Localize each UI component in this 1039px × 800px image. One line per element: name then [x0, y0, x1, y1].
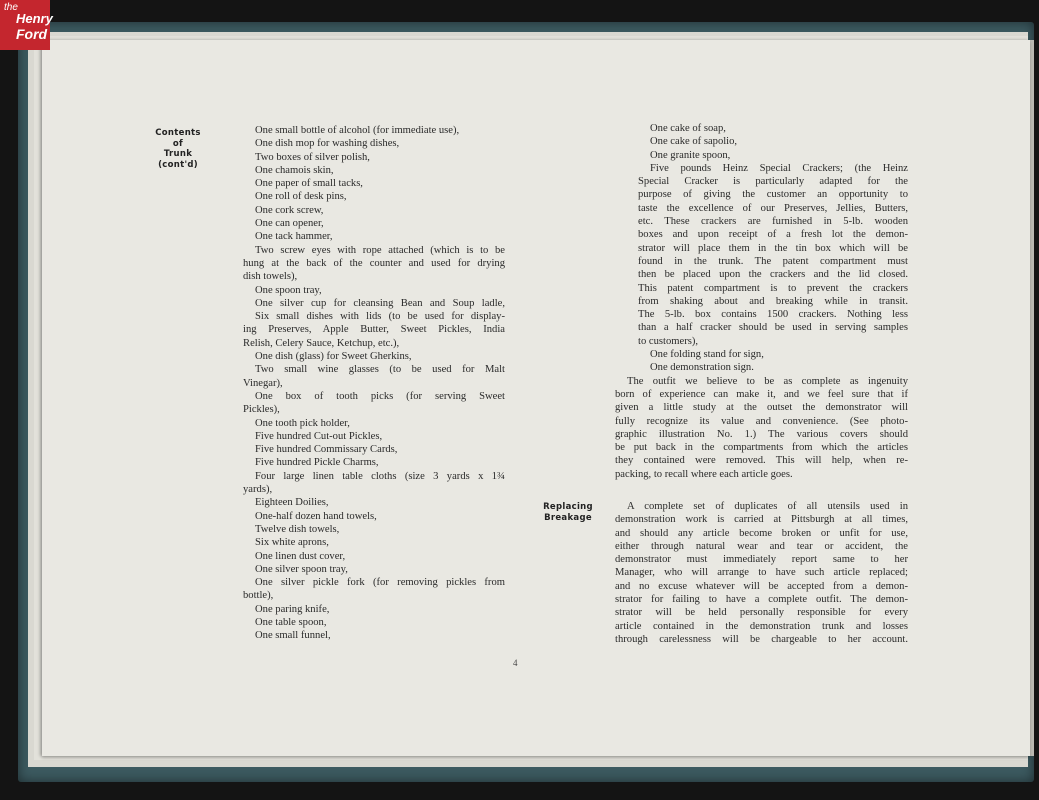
text-line: boxes and upon receipt of a fresh lot the demon-: [638, 229, 908, 241]
text-line: One cork screw,: [255, 204, 324, 216]
text-line: fully recognize its value and convenience. (See photo-: [615, 415, 908, 427]
text-line: given a little study at the outset the demonstrator will: [615, 402, 908, 414]
text-line: One cake of sapolio,: [650, 136, 738, 148]
text-line: One paper of small tacks,: [255, 178, 363, 190]
right-text-column-top: [615, 122, 908, 481]
text-line: Five hundred Cut-out Pickles,: [255, 430, 383, 442]
text-line: they contained were removed. This will help, when re-: [615, 455, 908, 467]
logo-ford: Ford: [16, 26, 48, 42]
text-line: Two small wine glasses (to be used for Malt: [255, 364, 505, 376]
text-line: One small funnel,: [255, 630, 331, 642]
text-line: strator for failing to have a complete outfit. The demon-: [615, 594, 908, 606]
text-line: graphic illustration No. 1.) The various covers should: [615, 428, 908, 440]
text-line: One silver spoon tray,: [255, 563, 348, 575]
text-line: One dish mop for washing dishes,: [255, 138, 400, 150]
text-line: found in the trunk. The patent compartment must: [638, 255, 908, 267]
left-text-column: [243, 124, 505, 643]
text-line: taste the excellence of our Preserves, Jellies, Butters,: [638, 202, 908, 214]
text-line: Two screw eyes with rope attached (which is to be: [255, 244, 505, 256]
text-line: Five hundred Commissary Cards,: [255, 444, 398, 456]
text-line: One table spoon,: [255, 616, 327, 628]
text-line: either through natural wear and tear or accident, the: [615, 540, 908, 552]
text-line: article contained in the demonstration trunk and losses: [615, 620, 908, 632]
text-line: demonstrator must immediately report same to her: [615, 554, 908, 566]
text-line: One tack hammer,: [255, 231, 333, 243]
text-line: purpose of giving the customer an opportunity to: [638, 189, 908, 201]
text-line: Six white aprons,: [255, 537, 329, 549]
margin-note-line: Trunk: [163, 149, 193, 159]
text-line: Vinegar),: [243, 377, 283, 389]
text-line: then be placed upon the crackers and the lid closed.: [638, 269, 908, 281]
text-line: Eighteen Doilies,: [255, 497, 329, 509]
text-line: One granite spoon,: [650, 149, 731, 161]
margin-note-line: (cont'd): [158, 159, 198, 170]
text-line: bottle),: [243, 590, 274, 602]
text-line: One linen dust cover,: [255, 550, 346, 562]
text-line: One-half dozen hand towels,: [255, 510, 377, 522]
text-line: etc. These crackers are furnished in 5-lb. wooden: [638, 216, 908, 228]
text-line: hung at the back of the counter and used for drying: [243, 257, 505, 269]
text-line: and should any article become broken or unfit for use,: [615, 527, 908, 539]
text-line: Twelve dish towels,: [255, 523, 340, 535]
text-line: One can opener,: [255, 218, 324, 230]
text-line: to customers),: [638, 335, 699, 347]
text-line: Five hundred Pickle Charms,: [255, 457, 379, 469]
text-line: through carelessness will be chargeable to her account.: [615, 633, 908, 645]
text-line: ing Preserves, Apple Butter, Sweet Pickles, India: [243, 324, 505, 336]
text-line: Six small dishes with lids (to be used for display-: [255, 311, 505, 323]
text-line: Four large linen table cloths (size 3 yards x 1¾: [255, 470, 505, 482]
page-number: 4: [513, 658, 518, 668]
text-line: dish towels),: [243, 271, 298, 283]
text-line: Special Cracker is particularly adapted for the: [638, 176, 908, 188]
text-line: Manager, who will arrange to have such article replaced;: [615, 567, 908, 579]
text-line: One box of tooth picks (for serving Sweet: [255, 390, 505, 402]
margin-note-replacing: [538, 502, 598, 523]
text-line: The outfit we believe to be as complete as ingenuity: [627, 375, 908, 387]
text-line: One small bottle of alcohol (for immediate use),: [255, 125, 460, 136]
margin-note-line: Breakage: [544, 512, 592, 523]
text-line: One cake of soap,: [650, 123, 726, 134]
text-line: One spoon tray,: [255, 284, 322, 296]
henry-ford-logo: [0, 0, 53, 50]
text-line: One silver cup for cleansing Bean and Soup ladle,: [255, 297, 505, 309]
text-line: One paring knife,: [255, 603, 330, 615]
logo-henry: Henry: [16, 11, 53, 26]
text-line: One tooth pick holder,: [255, 417, 350, 429]
logo-the: the: [4, 2, 18, 13]
text-line: Five pounds Heinz Special Crackers; (the Heinz: [650, 162, 908, 174]
text-line: demonstration work is carried at Pittsburgh at all times,: [615, 514, 908, 526]
text-line: be put back in the compartments from which the articles: [615, 442, 908, 454]
text-line: A complete set of duplicates of all utensils used in: [627, 501, 908, 512]
text-line: One silver pickle fork (for removing pickles from: [255, 577, 505, 589]
text-line: Two boxes of silver polish,: [255, 151, 370, 163]
text-line: One folding stand for sign,: [650, 349, 764, 361]
text-line: strator will place them in the tin box which will be: [638, 242, 908, 254]
margin-note-line: of: [172, 138, 184, 149]
text-line: One chamois skin,: [255, 164, 334, 176]
text-line: One demonstration sign.: [650, 362, 754, 374]
text-line: packing, to recall where each article goes.: [615, 468, 793, 480]
text-line: yards),: [243, 484, 273, 496]
text-line: Pickles),: [243, 404, 280, 416]
text-line: from shaking about and breaking while in transit.: [638, 295, 908, 307]
text-line: One dish (glass) for Sweet Gherkins,: [255, 351, 412, 363]
text-line: born of experience can make it, and we feel sure that if: [615, 388, 908, 400]
margin-note-line: Contents: [155, 128, 201, 138]
text-line: The 5-lb. box contains 1500 crackers. Nothing less: [638, 309, 908, 321]
text-line: strator will be held personally responsible for every: [615, 607, 908, 619]
text-line: and no excuse whatever will be accepted from a demon-: [615, 580, 908, 592]
text-line: One roll of desk pins,: [255, 191, 347, 203]
text-line: than a half cracker should be used in serving samples: [638, 322, 908, 334]
text-line: Relish, Celery Sauce, Ketchup, etc.),: [243, 337, 400, 349]
text-line: This patent compartment is to prevent the crackers: [638, 282, 908, 294]
right-text-column-bottom: [615, 500, 908, 646]
margin-note-line: Replacing: [543, 502, 593, 512]
margin-note-contents: [150, 128, 206, 170]
